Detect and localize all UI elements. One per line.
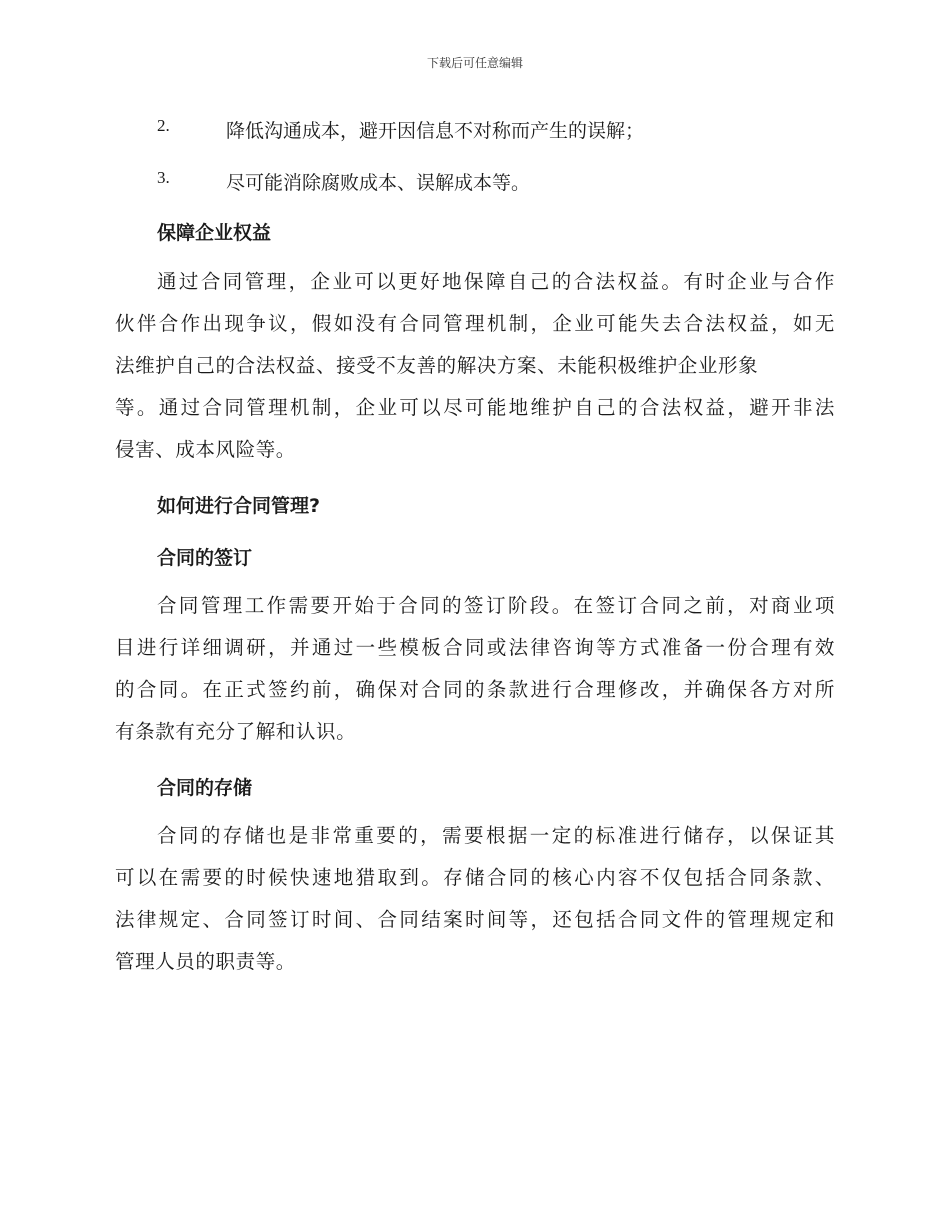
paragraph (115, 815, 835, 983)
list-text: 降低沟通成本，避开因信息不对称而产生的误解； (226, 120, 645, 142)
paragraph-line: 伙伴合作出现争议，假如没有合同管理机制，企业可能失去合法权益，如无 (115, 312, 835, 335)
paragraph-line: 合同管理工作需要开始于合同的签订阶段。在签订合同之前，对商业项 (157, 594, 835, 617)
paragraph (115, 585, 835, 753)
paragraph-line: 管理人员的职责等。 (115, 950, 296, 973)
paragraph-line: 通过合同管理，企业可以更好地保障自己的合法权益。有时企业与合作 (157, 270, 835, 293)
paragraph-line: 侵害、成本风险等。 (115, 438, 296, 461)
paragraph-line: 法维护自己的合法权益、接受不友善的解决方案、未能积极维护企业形象 (115, 354, 759, 377)
paragraph-line: 等。通过合同管理机制，企业可以尽可能地维护自己的合法权益，避开非法 (115, 396, 835, 419)
section-heading: 如何进行合同管理? (157, 495, 321, 517)
paragraph-line: 法律规定、合同签订时间、合同结案时间等，还包括合同文件的管理规定和 (115, 908, 835, 931)
paragraph-line: 可以在需要的时候快速地猎取到。存储合同的核心内容不仅包括合同条款、 (115, 866, 835, 889)
paragraph-line: 目进行详细调研，并通过一些模板合同或法律咨询等方式准备一份合理有效 (115, 636, 835, 659)
list-text: 尽可能消除腐败成本、误解成本等。 (226, 172, 531, 194)
paragraph-line: 的合同。在正式签约前，确保对合同的条款进行合理修改，并确保各方对所 (115, 678, 835, 701)
page-header: 下载后可任意编辑 (426, 56, 523, 70)
section-heading: 合同的签订 (157, 547, 253, 569)
paragraph-line: 合同的存储也是非常重要的，需要根据一定的标准进行储存，以保证其 (157, 824, 835, 847)
paragraph (115, 261, 835, 471)
section-heading: 保障企业权益 (157, 222, 272, 244)
list-number: 2. (157, 116, 170, 135)
paragraph-line: 有条款有充分了解和认识。 (115, 720, 357, 743)
list-number: 3. (157, 168, 170, 187)
section-heading: 合同的存储 (157, 777, 253, 799)
